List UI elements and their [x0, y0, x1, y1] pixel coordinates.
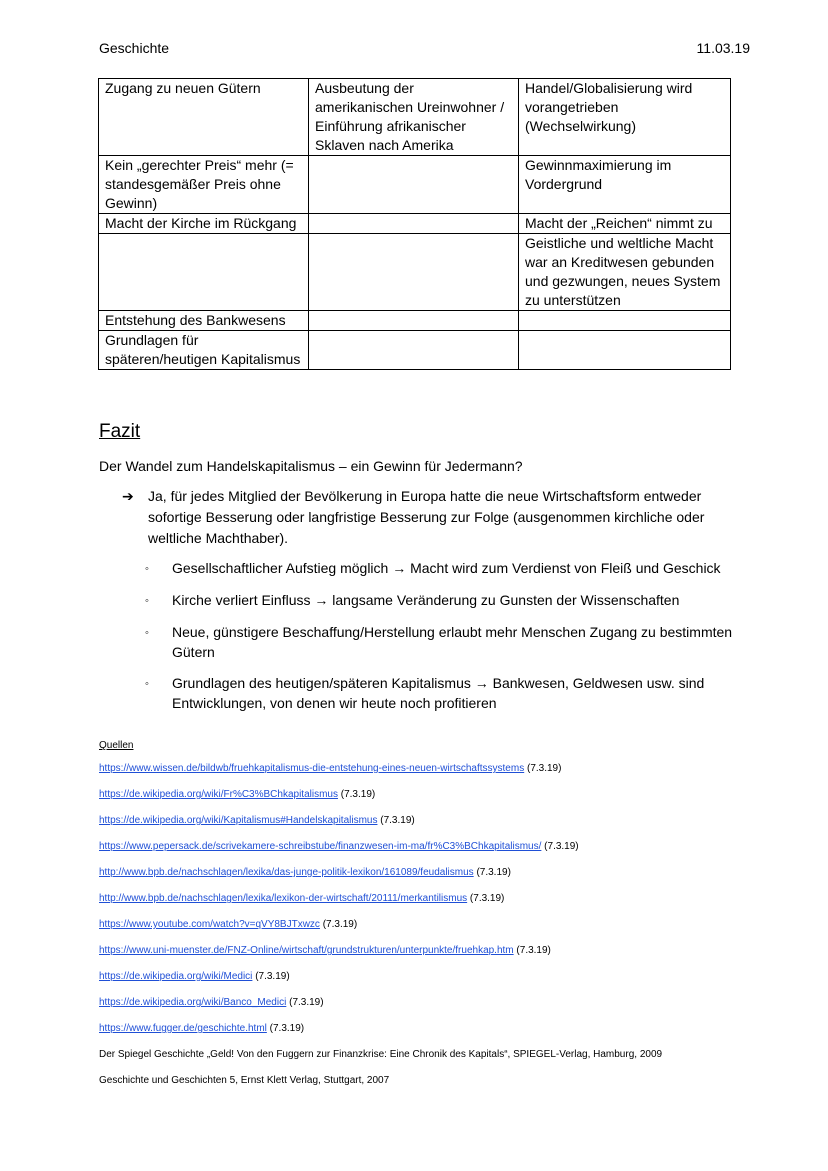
source-book: Der Spiegel Geschichte „Geld! Von den Fuggern zur Finanzkrise: Eine Chronik des Kapitals“, SPIEGEL-Verlag, Hamburg, 2009 — [99, 1049, 663, 1060]
list-item — [145, 622, 735, 662]
source-date: (7.3.19) — [469, 893, 505, 904]
source-link[interactable]: https://de.wikipedia.org/wiki/Kapitalismus#Handelskapitalismus — [99, 815, 378, 826]
fazit-bullet-list — [145, 558, 735, 724]
bullet-text: Kirche verliert Einfluss → langsame Veränderung zu Gunsten der Wissenschaften — [172, 592, 680, 608]
table-row — [99, 234, 731, 311]
source-item — [99, 788, 749, 814]
sources-section — [99, 739, 749, 1100]
arrow-right-icon: ➔ — [122, 488, 134, 504]
table-cell — [309, 156, 519, 214]
source-item — [99, 918, 749, 944]
table-cell: Macht der Kirche im Rückgang — [99, 214, 309, 234]
source-item — [99, 814, 749, 840]
circle-bullet-icon: ◦ — [145, 563, 149, 575]
source-date: (7.3.19) — [544, 841, 579, 852]
source-link[interactable]: https://de.wikipedia.org/wiki/Medici — [99, 971, 253, 982]
header-date: 11.03.19 — [696, 40, 750, 56]
source-link[interactable]: https://de.wikipedia.org/wiki/Fr%C3%BChkapitalismus — [99, 789, 338, 800]
source-item — [99, 840, 749, 866]
table-row — [99, 156, 731, 214]
table-cell: Macht der „Reichen“ nimmt zu — [519, 214, 731, 234]
source-book: Geschichte und Geschichten 5, Ernst Klett Verlag, Stuttgart, 2007 — [99, 1075, 390, 1086]
table-row — [99, 214, 731, 234]
source-link[interactable]: https://www.uni-muenster.de/FNZ-Online/wirtschaft/grundstrukturen/unterpunkte/fruehkap.htm — [99, 945, 514, 956]
table-cell: Handel/Globalisierung wird vorangetrieben (Wechselwirkung) — [519, 79, 731, 156]
source-link[interactable]: http://www.bpb.de/nachschlagen/lexika/das-junge-politik-lexikon/161089/feudalismus — [99, 867, 474, 878]
source-date: (7.3.19) — [476, 867, 511, 878]
table-cell: Grundlagen für späteren/heutigen Kapitalismus — [99, 331, 309, 370]
fazit-answer — [122, 486, 732, 549]
source-link[interactable]: https://www.fugger.de/geschichte.html — [99, 1023, 267, 1034]
table-cell — [519, 311, 731, 331]
source-link[interactable]: https://de.wikipedia.org/wiki/Banco_Medici — [99, 997, 287, 1008]
source-date: (7.3.19) — [340, 789, 376, 800]
source-date: (7.3.19) — [289, 997, 324, 1008]
table-cell: Zugang zu neuen Gütern — [99, 79, 309, 156]
table-cell — [309, 331, 519, 370]
sources-title: Quellen — [99, 740, 134, 751]
fazit-question: Der Wandel zum Handelskapitalismus – ein Gewinn für Jedermann? — [99, 458, 523, 474]
source-item — [99, 1022, 749, 1048]
source-date: (7.3.19) — [269, 1023, 305, 1034]
source-item — [99, 996, 749, 1022]
source-date: (7.3.19) — [516, 945, 551, 956]
bullet-text: Gesellschaftlicher Aufstieg möglich → Macht wird zum Verdienst von Fleiß und Geschick — [172, 560, 721, 576]
table-cell — [309, 234, 519, 311]
table-cell — [99, 234, 309, 311]
table-cell: Gewinnmaximierung im Vordergrund — [519, 156, 731, 214]
source-date: (7.3.19) — [526, 763, 562, 774]
source-item — [99, 944, 749, 970]
source-item — [99, 892, 749, 918]
comparison-table — [98, 78, 731, 370]
bullet-text: Neue, günstigere Beschaffung/Herstellung erlaubt mehr Menschen Zugang zu bestimmten Gütern — [172, 624, 733, 660]
source-date: (7.3.19) — [322, 919, 358, 930]
source-item — [99, 970, 749, 996]
source-date: (7.3.19) — [380, 815, 415, 826]
source-link[interactable]: http://www.bpb.de/nachschlagen/lexika/lexikon-der-wirtschaft/20111/merkantilismus — [99, 893, 468, 904]
circle-bullet-icon: ◦ — [145, 595, 149, 607]
fazit-answer-text: Ja, für jedes Mitglied der Bevölkerung in Europa hatte die neue Wirtschaftsform entweder sofortige Besserung oder langfristige Besserung zur Folge (ausgenommen kirchliche oder weltliche Machthaber). — [148, 488, 705, 546]
table-cell: Kein „gerechter Preis“ mehr (= standesgemäßer Preis ohne Gewinn) — [99, 156, 309, 214]
list-item — [145, 590, 735, 611]
table-cell — [309, 214, 519, 234]
table-cell: Geistliche und weltliche Macht war an Kreditwesen gebunden und gezwungen, neues System zu unterstützen — [519, 234, 731, 311]
table-cell: Ausbeutung der amerikanischen Ureinwohner / Einführung afrikanischer Sklaven nach Amerika — [309, 79, 519, 156]
table-cell — [519, 331, 731, 370]
fazit-heading: Fazit — [99, 421, 141, 442]
list-item — [145, 558, 735, 579]
table-row — [99, 331, 731, 370]
table-row — [99, 79, 731, 156]
circle-bullet-icon: ◦ — [145, 678, 149, 690]
source-date: (7.3.19) — [255, 971, 290, 982]
source-item — [99, 866, 749, 892]
table-cell: Entstehung des Bankwesens — [99, 311, 309, 331]
source-link[interactable]: https://www.wissen.de/bildwb/fruehkapitalismus-die-entstehung-eines-neuen-wirtschaftssystems — [99, 763, 525, 774]
header-subject: Geschichte — [99, 40, 170, 56]
source-link[interactable]: https://www.youtube.com/watch?v=qVY8BJTxwzc — [99, 919, 320, 930]
list-item — [145, 673, 735, 713]
source-link[interactable]: https://www.pepersack.de/scrivekamere-schreibstube/finanzwesen-im-ma/fr%C3%BChkapitalismus/ — [99, 841, 542, 852]
circle-bullet-icon: ◦ — [145, 627, 149, 639]
table-cell — [309, 311, 519, 331]
bullet-text: Grundlagen des heutigen/späteren Kapitalismus → Bankwesen, Geldwesen usw. sind Entwicklungen, von denen wir heute noch profitieren — [172, 675, 705, 711]
source-item — [99, 762, 749, 788]
table-row — [99, 311, 731, 331]
